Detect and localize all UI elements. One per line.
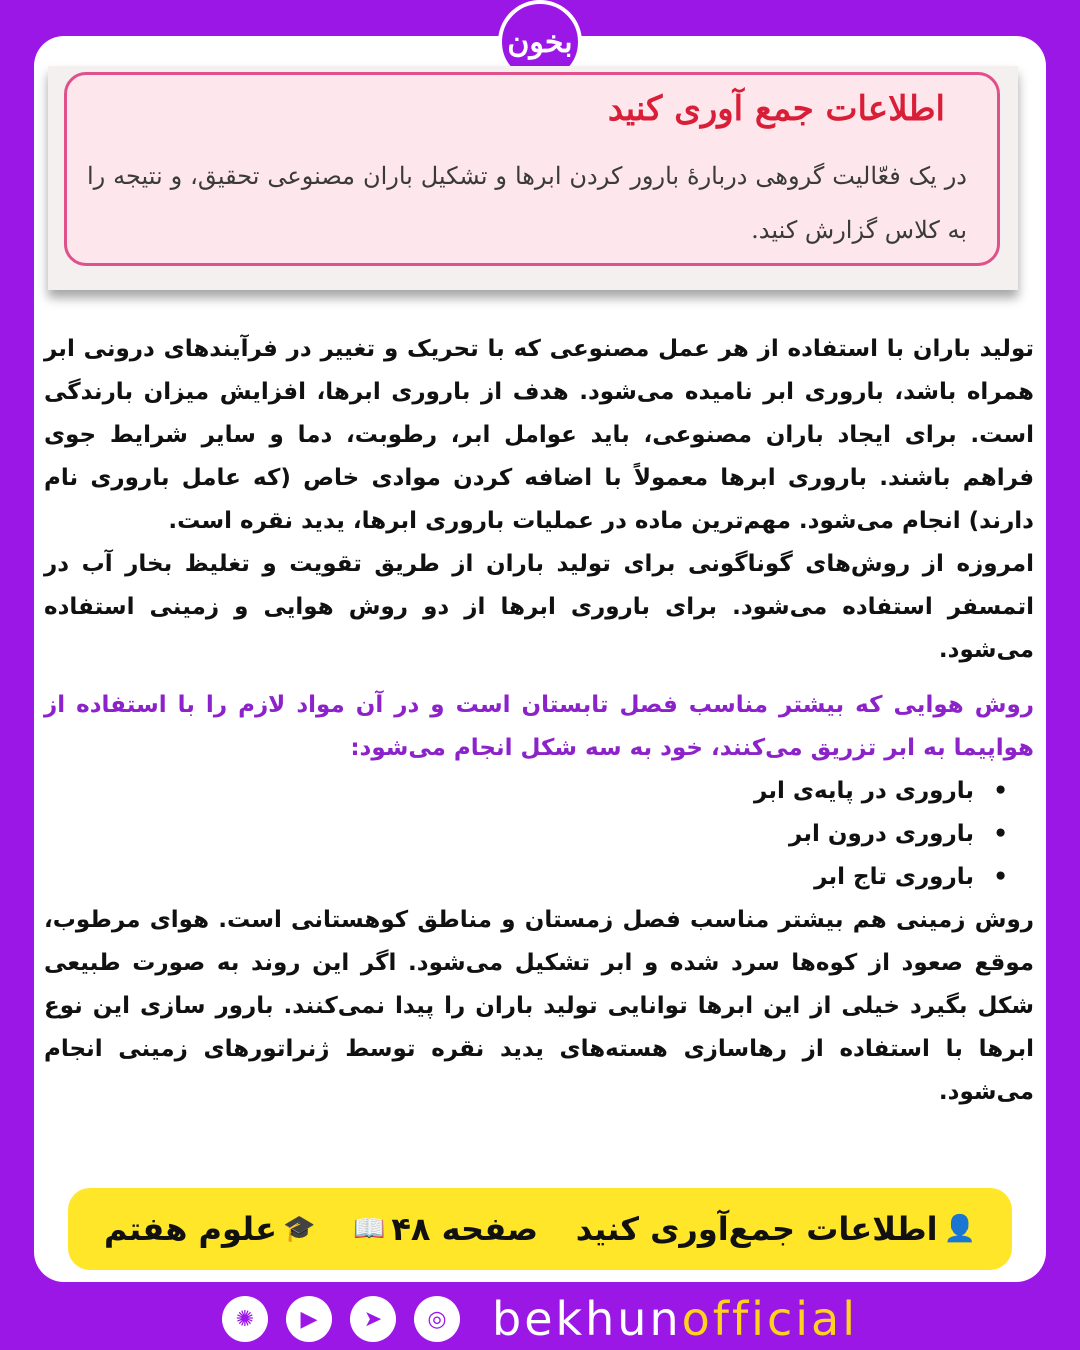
methods-list [44, 770, 1034, 899]
instagram-icon[interactable]: ◎ [414, 1296, 460, 1342]
textbook-excerpt [48, 66, 1018, 290]
activity-title: اطلاعات جمع آوری کنید [607, 89, 945, 129]
logo-text: بخون [507, 24, 573, 60]
list-item: • باروری درون ابر [44, 813, 1008, 856]
lesson-label [576, 1210, 976, 1248]
page-label [353, 1210, 538, 1248]
lesson-text: اطلاعات جمع‌آوری کنید [575, 1210, 938, 1248]
subject-text: علوم هفتم [104, 1210, 277, 1248]
list-item: • باروری تاج ابر [44, 856, 1008, 899]
youtube-icon[interactable]: ▶ [286, 1296, 332, 1342]
subject-label [104, 1210, 315, 1248]
paragraph-1: تولید باران با استفاده از هر عمل مصنوعی که با تحریک و تغییر در فرآیندهای درونی ابر همراه باشد، باروری ابر نامیده می‌شود. هدف از باروری ابرها، افزایش میزان بارندگی است. برای ایجاد باران مصنوعی، باید عوامل ابر، رطوبت، دما و سایر شرایط جوی فراهم باشند. باروری ابرها معمولاً با اضافه کردن موادی خاص (که عامل باروری نام دارند) انجام می‌شود. مهم‌ترین ماده در عملیات باروری ابرها، یدید نقره است. [44, 336, 1034, 534]
activity-box [64, 72, 1000, 266]
page-text: صفحه ۴۸ [391, 1210, 539, 1248]
teacher-icon: 👤 [943, 1214, 976, 1244]
info-bar [68, 1188, 1012, 1270]
brand-part-1: bekhun [492, 1292, 682, 1346]
paragraph-3: روش زمینی هم بیشتر مناسب فصل زمستان و مناطق کوهستانی است. هوای مرطوب، موقع صعود از کوه‌ها سرد شده و ابر تشکیل می‌شود. اگر این روند به صورت طبیعی شکل بگیرد خیلی از این ابرها توانایی تولید باران را پیدا نمی‌کنند. بارور سازی این نوع ابرها با استفاده از رهاسازی هسته‌های یدید نقره توسط ژنراتورهای زمینی انجام می‌شود. [44, 907, 1034, 1105]
film-reel-icon[interactable]: ✺ [222, 1296, 268, 1342]
activity-text: در یک فعّالیت گروهی دربارهٔ بارور کردن ابرها و تشکیل باران مصنوعی تحقیق، و نتیجه را به کلاس گزارش کنید. [87, 162, 967, 244]
brand-handle[interactable] [492, 1292, 858, 1346]
highlight-paragraph: روش هوایی که بیشتر مناسب فصل تابستان است و در آن مواد لازم را با استفاده از هواپیما به ابر تزریق می‌کنند، خود به سه شکل انجام می‌شود: [44, 692, 1034, 761]
telegram-icon[interactable]: ➤ [350, 1296, 396, 1342]
answer-text [44, 328, 1034, 1114]
graduation-cap-icon: 🎓 [282, 1214, 316, 1244]
open-book-icon: 📖 [353, 1214, 386, 1244]
footer [0, 1288, 1080, 1350]
list-item: • باروری در پایه‌ی ابر [44, 770, 1008, 813]
paragraph-2: امروزه از روش‌های گوناگونی برای تولید باران از طریق تقویت و تغلیظ بخار آب در اتمسفر استفاده می‌شود. برای باروری ابرها از دو روش هوایی و زمینی استفاده می‌شود. [44, 551, 1034, 663]
brand-part-2: official [681, 1292, 858, 1346]
